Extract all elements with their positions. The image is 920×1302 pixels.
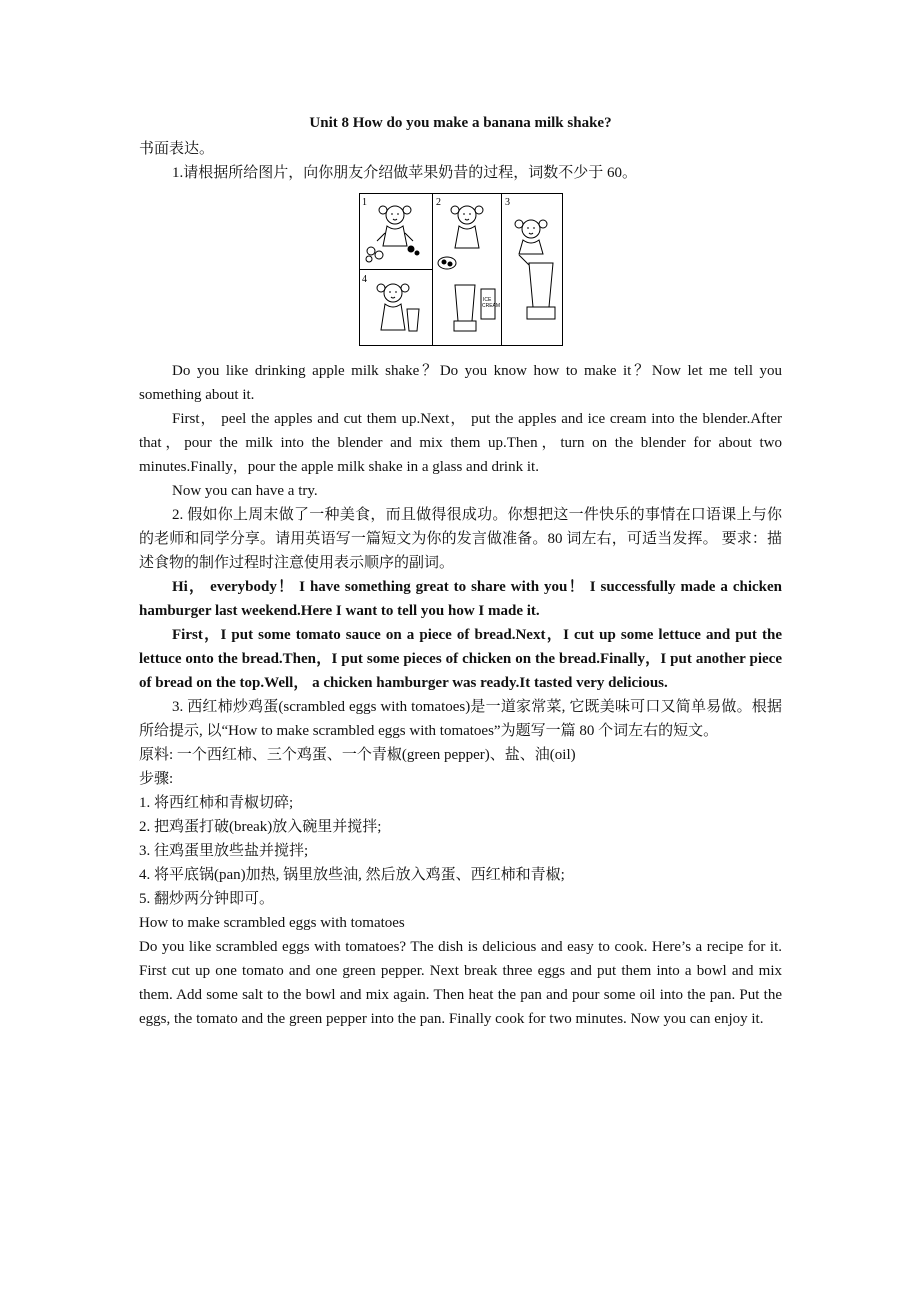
svg-text:CREAM: CREAM bbox=[481, 303, 500, 309]
q3-steps-label: 步骤: bbox=[139, 771, 174, 787]
q1-paragraph-1: Do you like drinking apple milk shake？Do you know how to make it？Now let me tell you something about it. bbox=[139, 363, 782, 403]
panel-number-2: 2 bbox=[435, 197, 441, 208]
q3-essay-title: How to make scrambled eggs with tomatoes bbox=[139, 915, 405, 931]
q2-paragraph-2: First，I put some tomato sauce on a piece of bread.Next，I cut up some lettuce and put the lettuce onto the bread.Then，I put some pieces of chicken on the bread.Finally，I put another piece of bread on the top.Well， a chicken hamburger was ready.It tasted very delicious. bbox=[139, 627, 782, 691]
q3-step-1: 1. 将西红柿和青椒切碎; bbox=[139, 795, 294, 811]
q3-step-2: 2. 把鸡蛋打破(break)放入碗里并搅拌; bbox=[139, 819, 382, 835]
q3-essay: Do you like scrambled eggs with tomatoes? The dish is delicious and easy to cook. Here’s a recipe for it. First cut up one tomato and one green pepper. Next break three eggs and put them into a bowl and mix them. Add some salt to the bowl and mix again. Then heat the pan and pour some oil into the pan. Put the eggs, the tomato and the green pepper into the pan. Finally cook for two minutes. Now you can enjoy it. bbox=[139, 939, 782, 1027]
q3-step-3: 3. 往鸡蛋里放些盐并搅拌; bbox=[139, 843, 309, 859]
apple-milkshake-figure bbox=[139, 193, 782, 347]
section-heading: 书面表达。 bbox=[139, 141, 215, 157]
panel-number-3: 3 bbox=[504, 197, 510, 208]
illustration-grid bbox=[359, 193, 563, 347]
q3-step-5: 5. 翻炒两分钟即可。 bbox=[139, 891, 275, 907]
panel-number-1: 1 bbox=[361, 197, 367, 208]
q2-paragraph-1: Hi， everybody！ I have something great to share with you！ I successfully made a chicken hamburger last weekend.Here I want to tell you how I made it. bbox=[139, 579, 782, 619]
q1-prompt: 1.请根据所给图片，向你朋友介绍做苹果奶昔的过程，词数不少于 60。 bbox=[172, 165, 638, 181]
q3-ingredients: 原料: 一个西红柿、三个鸡蛋、一个青椒(green pepper)、盐、油(oil) bbox=[139, 747, 576, 763]
document-page bbox=[139, 111, 782, 1031]
q1-paragraph-2: First， peel the apples and cut them up.Next， put the apples and ice cream into the blender.After that，pour the milk into the blender and mix them up.Then，turn on the blender for about two minutes.Finally，pour the apple milk shake in a glass and drink it. bbox=[139, 411, 782, 475]
q2-prompt: 2. 假如你上周末做了一种美食，而且做得很成功。你想把这一件快乐的事情在口语课上与你的老师和同学分享。请用英语写一篇短文为你的发言做准备。80 词左右，可适当发挥。 要求：描述食物的制作过程时注意使用表示顺序的副词。 bbox=[139, 507, 782, 571]
page-title: Unit 8 How do you make a banana milk shake? bbox=[309, 115, 612, 131]
svg-text:ICE: ICE bbox=[482, 297, 491, 303]
q1-paragraph-3: Now you can have a try. bbox=[172, 483, 318, 499]
q3-prompt: 3. 西红柿炒鸡蛋(scrambled eggs with tomatoes)是一道家常菜, 它既美味可口又简单易做。根据所给提示, 以“How to make scrambled eggs with tomatoes”为题写一篇 80 个词左右的短文。 bbox=[139, 699, 782, 739]
panel-number-4: 4 bbox=[361, 274, 367, 285]
q3-step-4: 4. 将平底锅(pan)加热, 锅里放些油, 然后放入鸡蛋、西红柿和青椒; bbox=[139, 867, 565, 883]
